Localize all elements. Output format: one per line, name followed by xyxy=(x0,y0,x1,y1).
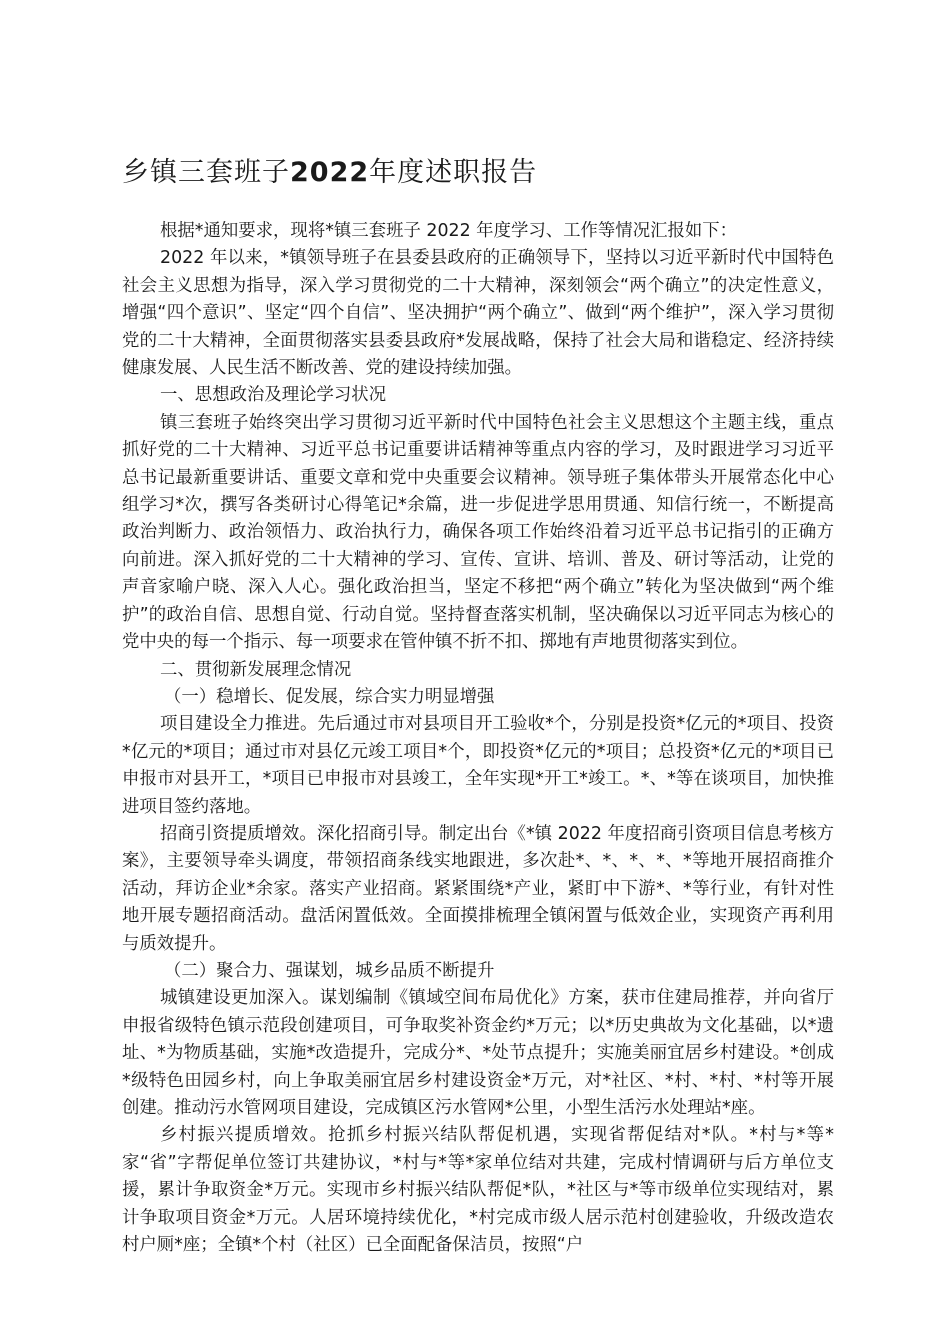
document-body xyxy=(122,150,834,1259)
intro-paragraph: 根据*通知要求，现将*镇三套班子 2022 年度学习、工作等情况汇报如下： xyxy=(160,221,738,241)
subsection-heading-2: （二）聚合力、强谋划，城乡品质不断提升 xyxy=(164,960,495,981)
section-heading-1: 一、思想政治及理论学习状况 xyxy=(160,385,387,406)
document-title xyxy=(122,150,834,196)
project-construction-paragraph: 项目建设全力推进。先后通过市对县项目开工验收*个，分别是投资*亿元的*项目、投资*亿元的*项目；通过市对县亿元竣工项目*个，即投资*亿元的*项目；总投资*亿元的*项目已申报市对县开工，*项目已申报市对县竣工，全年实现*开工*竣工。*、*等在谈项目，加快推进项目签约落地。 xyxy=(122,714,834,817)
investment-paragraph: 招商引资提质增效。深化招商引导。制定出台《*镇 2022 年度招商引资项目信息考核方案》，主要领导牵头调度，带领招商条线实地跟进，多次赴*、*、*、*、*等地开展招商推介活动，拜访企业*余家。落实产业招商。紧紧围绕*产业，紧盯中下游*、*等行业，有针对性地开展专题招商活动。盘活闲置低效。全面摸排梳理全镇闲置与低效企业，实现资产再利用与质效提升。 xyxy=(122,823,834,954)
title-year: 2022 xyxy=(290,157,370,188)
rural-revitalization-paragraph: 乡村振兴提质增效。抢抓乡村振兴结队帮促机遇，实现省帮促结对*队。*村与*等*家“省”字帮促单位签订共建协议，*村与*等*家单位结对共建，完成村情调研与后方单位支援，累计争取资金*万元。实现市乡村振兴结队帮促*队，*社区与*等市级单位实现结对，累计争取项目资金*万元。人居环境持续优化，*村完成市级人居示范村创建验收，升级改造农村户厕*座；全镇*个村（社区）已全面配备保洁员，按照“户 xyxy=(122,1125,834,1256)
overview-paragraph: 2022 年以来，*镇领导班子在县委县政府的正确领导下，坚持以习近平新时代中国特色社会主义思想为指导，深入学习贯彻党的二十大精神，深刻领会“两个确立”的决定性意义，增强“四个意识”、坚定“四个自信”、坚决拥护“两个确立”、做到“两个维护”，深入学习贯彻党的二十大精神，全面贯彻落实县委县政府*发展战略，保持了社会大局和谐稳定、经济持续健康发展、人民生活不断改善、党的建设持续加强。 xyxy=(122,248,834,379)
title-prefix: 乡镇三套班子 xyxy=(122,157,290,188)
section-1-paragraph: 镇三套班子始终突出学习贯彻习近平新时代中国特色社会主义思想这个主题主线，重点抓好党的二十大精神、习近平总书记重要讲话精神等重点内容的学习，及时跟进学习习近平总书记最新重要讲话、重要文章和党中央重要会议精神。领导班子集体带头开展常态化中心组学习*次，撰写各类研讨心得笔记*余篇，进一步促进学思用贯通、知信行统一，不断提高政治判断力、政治领悟力、政治执行力，确保各项工作始终沿着习近平总书记指引的正确方向前进。深入抓好党的二十大精神的学习、宣传、宣讲、培训、普及、研讨等活动，让党的声音家喻户晓、深入人心。强化政治担当，坚定不移把“两个确立”转化为坚决做到“两个维护”的政治自信、思想自觉、行动自觉。坚持督查落实机制，坚决确保以习近平同志为核心的党中央的每一个指示、每一项要求在管仲镇不折不扣、掷地有声地贯彻落实到位。 xyxy=(122,412,834,653)
section-heading-2: 二、贯彻新发展理念情况 xyxy=(160,659,352,680)
urban-construction-paragraph: 城镇建设更加深入。谋划编制《镇域空间布局优化》方案，获市住建局推荐，并向省厅申报省级特色镇示范段创建项目，可争取奖补资金约*万元；以*历史典故为文化基础，以*遗址、*为物质基础，实施*改造提升，完成分*、*处节点提升；实施美丽宜居乡村建设。*创成*级特色田园乡村，向上争取美丽宜居乡村建设资金*万元，对*社区、*村、*村、*村等开展创建。推动污水管网项目建设，完成镇区污水管网*公里，小型生活污水处理站*座。 xyxy=(122,988,834,1118)
subsection-heading-1: （一）稳增长、促发展，综合实力明显增强 xyxy=(164,686,495,707)
title-suffix: 年度述职报告 xyxy=(369,157,538,188)
